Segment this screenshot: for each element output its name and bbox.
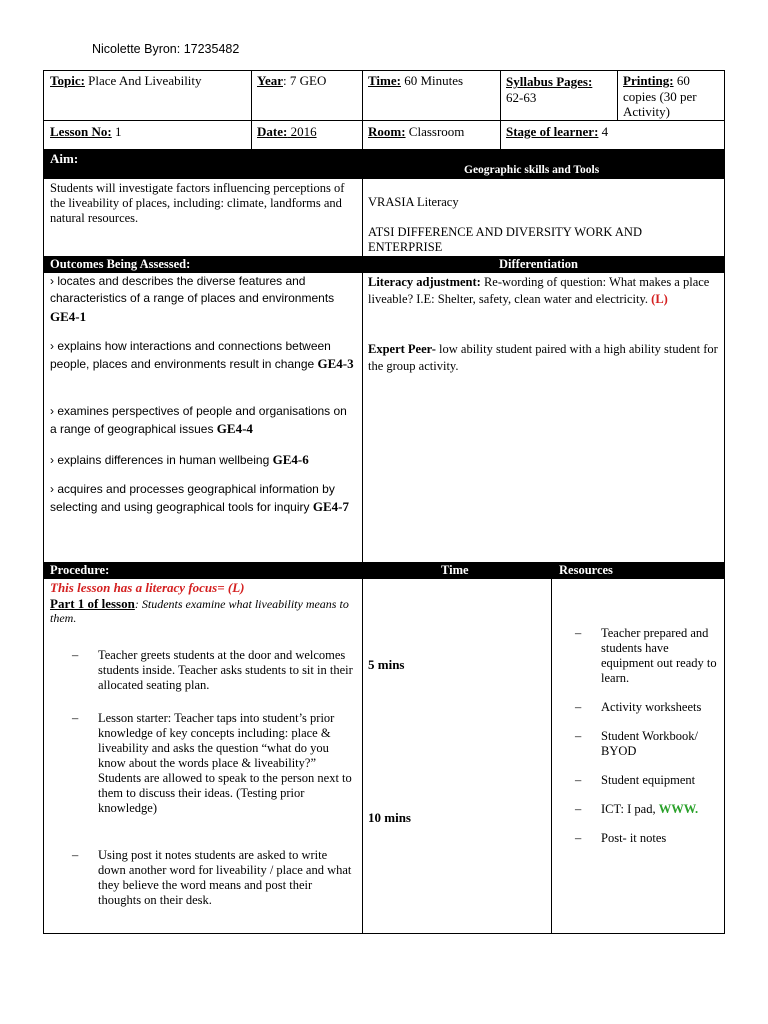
divider bbox=[617, 71, 618, 120]
year-value: : 7 GEO bbox=[283, 73, 327, 88]
outcome-code: GE4-3 bbox=[317, 356, 354, 372]
resource-item: – Activity worksheets bbox=[557, 700, 723, 715]
year-cell bbox=[257, 73, 359, 89]
outcome-item: › examines perspectives of people and organisations on a range of geographical issues GE4-4 bbox=[50, 404, 347, 437]
topic-label: Topic: bbox=[50, 73, 85, 88]
outcome-item: › explains differences in human wellbeing GE4-6 bbox=[50, 452, 309, 467]
resources-heading: Resources bbox=[559, 563, 613, 577]
time-value: 60 Minutes bbox=[400, 73, 464, 88]
lesson-no-label: Lesson No: bbox=[50, 124, 112, 139]
stage-cell bbox=[506, 124, 608, 140]
outcome-item: › acquires and processes geographical information by selecting and using geographical tools for inquiry GE4-7 bbox=[50, 482, 349, 515]
divider bbox=[44, 120, 724, 121]
divider bbox=[362, 179, 363, 256]
literacy-adjustment-label: Literacy adjustment: bbox=[368, 275, 481, 289]
resources-content bbox=[557, 626, 723, 846]
time-label: Time: bbox=[368, 73, 401, 88]
date-value: 2016 bbox=[287, 124, 317, 139]
resource-item: – Post- it notes bbox=[557, 831, 723, 846]
procedure-steps bbox=[50, 648, 356, 908]
procedure-label: Procedure: bbox=[50, 563, 110, 577]
resource-item: – Teacher prepared and students have equipment out ready to learn. bbox=[557, 626, 723, 686]
year-label: Year bbox=[257, 73, 283, 88]
room-cell bbox=[368, 124, 464, 140]
stage-value: 4 bbox=[598, 124, 609, 139]
printing-cell bbox=[623, 73, 721, 120]
syllabus-label: Syllabus Pages: bbox=[506, 74, 593, 89]
resource-item: – Student equipment bbox=[557, 773, 723, 788]
printing-value: 60 copies (30 per Activity) bbox=[623, 73, 697, 120]
stage-label: Stage of learner: bbox=[506, 124, 599, 139]
author-name: Nicolette Byron: 17235482 bbox=[92, 42, 240, 56]
skills-heading: Geographic skills and Tools bbox=[464, 164, 600, 176]
aim-label: Aim: bbox=[50, 151, 79, 166]
aim-text: Students will investigate factors influencing perceptions of the liveability of places, including: climate, landforms and natural resources. bbox=[50, 181, 345, 225]
divider bbox=[362, 273, 363, 562]
room-label: Room: bbox=[368, 124, 406, 139]
procedure-step: – Using post it notes students are asked to write down another word for liveability / place and what they believe the word means and post their thoughts on their desk. bbox=[50, 848, 356, 908]
syllabus-cell bbox=[506, 74, 616, 105]
resources-list bbox=[557, 626, 723, 846]
procedure-step: – Teacher greets students at the door and welcomes students inside. Teacher asks students to sit in their allocated seating plan. bbox=[50, 648, 356, 693]
outcome-code: GE4-1 bbox=[50, 308, 87, 324]
outcome-code: GE4-6 bbox=[272, 452, 309, 467]
topic-cell bbox=[50, 73, 248, 89]
syllabus-value: 62-63 bbox=[506, 89, 537, 105]
skills-line-2: ATSI DIFFERENCE AND DIVERSITY WORK AND ENTERPRISE bbox=[368, 225, 642, 254]
expert-peer-label: Expert Peer- bbox=[368, 342, 436, 356]
date-label: Date: bbox=[257, 124, 288, 139]
procedure-bar bbox=[44, 562, 724, 579]
expert-peer: Expert Peer- low ability student paired with a high ability student for the group activity. bbox=[368, 342, 718, 373]
outcome-code: GE4-7 bbox=[312, 499, 349, 515]
part-one-label: Part 1 of lesson bbox=[50, 595, 135, 611]
lesson-plan-table bbox=[43, 70, 725, 934]
divider bbox=[362, 71, 363, 149]
divider bbox=[551, 579, 552, 934]
literacy-mark: (L) bbox=[651, 291, 668, 306]
printing-label: Printing: bbox=[623, 73, 674, 88]
part-one: Part 1 of lesson: Students examine what liveability means to them. bbox=[50, 595, 349, 626]
topic-value: Place And Liveability bbox=[84, 73, 202, 88]
outcome-code: GE4-4 bbox=[216, 421, 253, 437]
time-cell bbox=[368, 73, 498, 89]
skills-line-1: VRASIA Literacy bbox=[368, 195, 459, 209]
resource-item: – Student Workbook/ BYOD bbox=[557, 729, 723, 759]
lesson-no-value: 1 bbox=[111, 124, 122, 139]
time-1: 5 mins bbox=[368, 657, 405, 672]
differentiation-heading: Differentiation bbox=[499, 257, 578, 271]
outcome-item: › explains how interactions and connections between people, places and environments result in change GE4-3 bbox=[50, 339, 354, 372]
lesson-no-cell bbox=[50, 124, 122, 140]
outcomes-label: Outcomes Being Assessed: bbox=[50, 257, 191, 271]
divider bbox=[362, 579, 363, 934]
procedure-content bbox=[50, 580, 356, 908]
date-cell bbox=[257, 124, 317, 140]
literacy-adjustment: Literacy adjustment: Re-wording of question: What makes a place liveable? I.E: Shelter, safety, clean water and electricity. (L) bbox=[368, 275, 710, 306]
aim-bar bbox=[44, 149, 724, 179]
divider bbox=[251, 71, 252, 149]
literacy-focus: This lesson has a literacy focus= (L) bbox=[50, 580, 245, 595]
procedure-step: – Lesson starter: Teacher taps into student’s prior knowledge of key concepts including: place & liveability and asks the question “what do you know about the words place & liveability?” Students are allowed to speak to the person next to them to discuss their ideas. (Testing prior knowledge) bbox=[50, 711, 356, 816]
divider bbox=[500, 71, 501, 149]
resource-item: – ICT: I pad, WWW. bbox=[557, 802, 723, 817]
time-heading: Time bbox=[441, 563, 469, 577]
www-link: WWW. bbox=[658, 802, 699, 816]
room-value: Classroom bbox=[405, 124, 465, 139]
time-2: 10 mins bbox=[368, 810, 411, 825]
outcomes-bar bbox=[44, 256, 724, 273]
outcome-item: › locates and describes the diverse features and characteristics of a range of places and environments GE4-1 bbox=[50, 274, 335, 324]
